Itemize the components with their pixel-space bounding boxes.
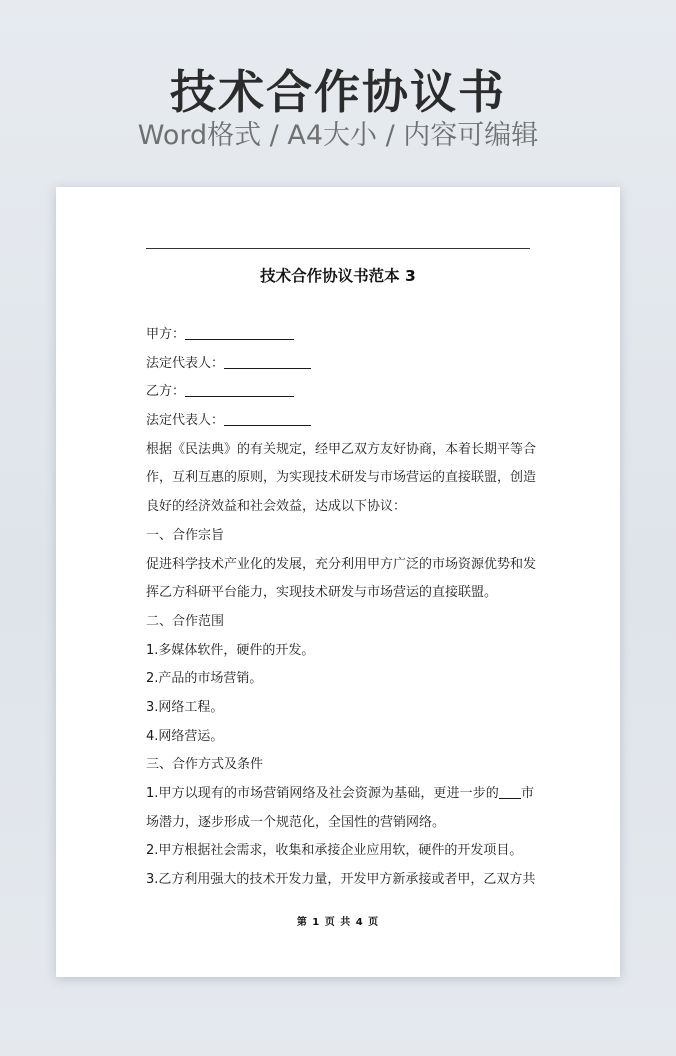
clause-1-line <box>146 780 534 809</box>
clause-line: 3.乙方利用强大的技术开发力量，开发甲方新承接或者甲，乙双方共 <box>146 872 536 888</box>
page-number: 第 1 页 共 4 页 <box>296 917 380 928</box>
banner-subtitle: Word格式 / A4大小 / 内容可编辑 <box>137 120 539 151</box>
preamble-line: 根据《民法典》的有关规定，经甲乙双方友好协商，本着长期平等合 <box>146 441 537 457</box>
purpose-line: 挥乙方科研平台能力，实现技术研发与市场营运的直接联盟。 <box>146 585 498 601</box>
rep-a-label: 法定代表人： <box>146 355 225 371</box>
purpose-line: 促进科学技术产业化的发展，充分利用甲方广泛的市场资源优势和发 <box>146 556 537 572</box>
section-heading-scope: 二、合作范围 <box>146 613 225 629</box>
rep-a-blank <box>224 353 311 369</box>
party-b-blank <box>185 381 294 397</box>
section-heading-purpose: 一、合作宗旨 <box>146 527 225 543</box>
party-b-label: 乙方： <box>146 384 186 400</box>
party-b-line <box>146 378 534 407</box>
rep-b-line <box>146 407 534 436</box>
clause-1-text: 1.甲方以现有的市场营销网络及社会资源为基础，更进一步的 <box>146 786 499 801</box>
header-rule <box>146 248 530 249</box>
document-page <box>56 187 620 977</box>
section-heading-terms: 三、合作方式及条件 <box>146 757 264 773</box>
scope-item: 4.网络营运。 <box>146 728 224 744</box>
clause-1-blank <box>499 783 521 799</box>
clause-line: 场潜力，逐步形成一个规范化，全国性的营销网络。 <box>146 814 446 830</box>
scope-item: 1.多媒体软件，硬件的开发。 <box>146 642 315 658</box>
clause-1-text-end: 市 <box>520 786 534 801</box>
rep-b-label: 法定代表人： <box>146 413 225 429</box>
preamble-line: 良好的经济效益和社会效益，达成以下协议： <box>146 499 407 515</box>
scope-item: 3.网络工程。 <box>146 699 224 715</box>
document-body <box>146 321 537 895</box>
party-a-line <box>146 321 534 350</box>
document-title: 技术合作协议书范本 3 <box>260 267 416 285</box>
banner-title: 技术合作协议书 <box>170 65 506 119</box>
rep-a-line <box>146 350 534 379</box>
party-a-blank <box>185 324 294 340</box>
party-a-label: 甲方： <box>146 327 186 342</box>
clause-line: 2.甲方根据社会需求，收集和承接企业应用软，硬件的开发项目。 <box>146 843 523 859</box>
scope-item: 2.产品的市场营销。 <box>146 671 263 687</box>
preamble-line: 作，互利互惠的原则，为实现技术研发与市场营运的直接联盟，创造 <box>146 470 537 486</box>
rep-b-blank <box>224 410 311 426</box>
